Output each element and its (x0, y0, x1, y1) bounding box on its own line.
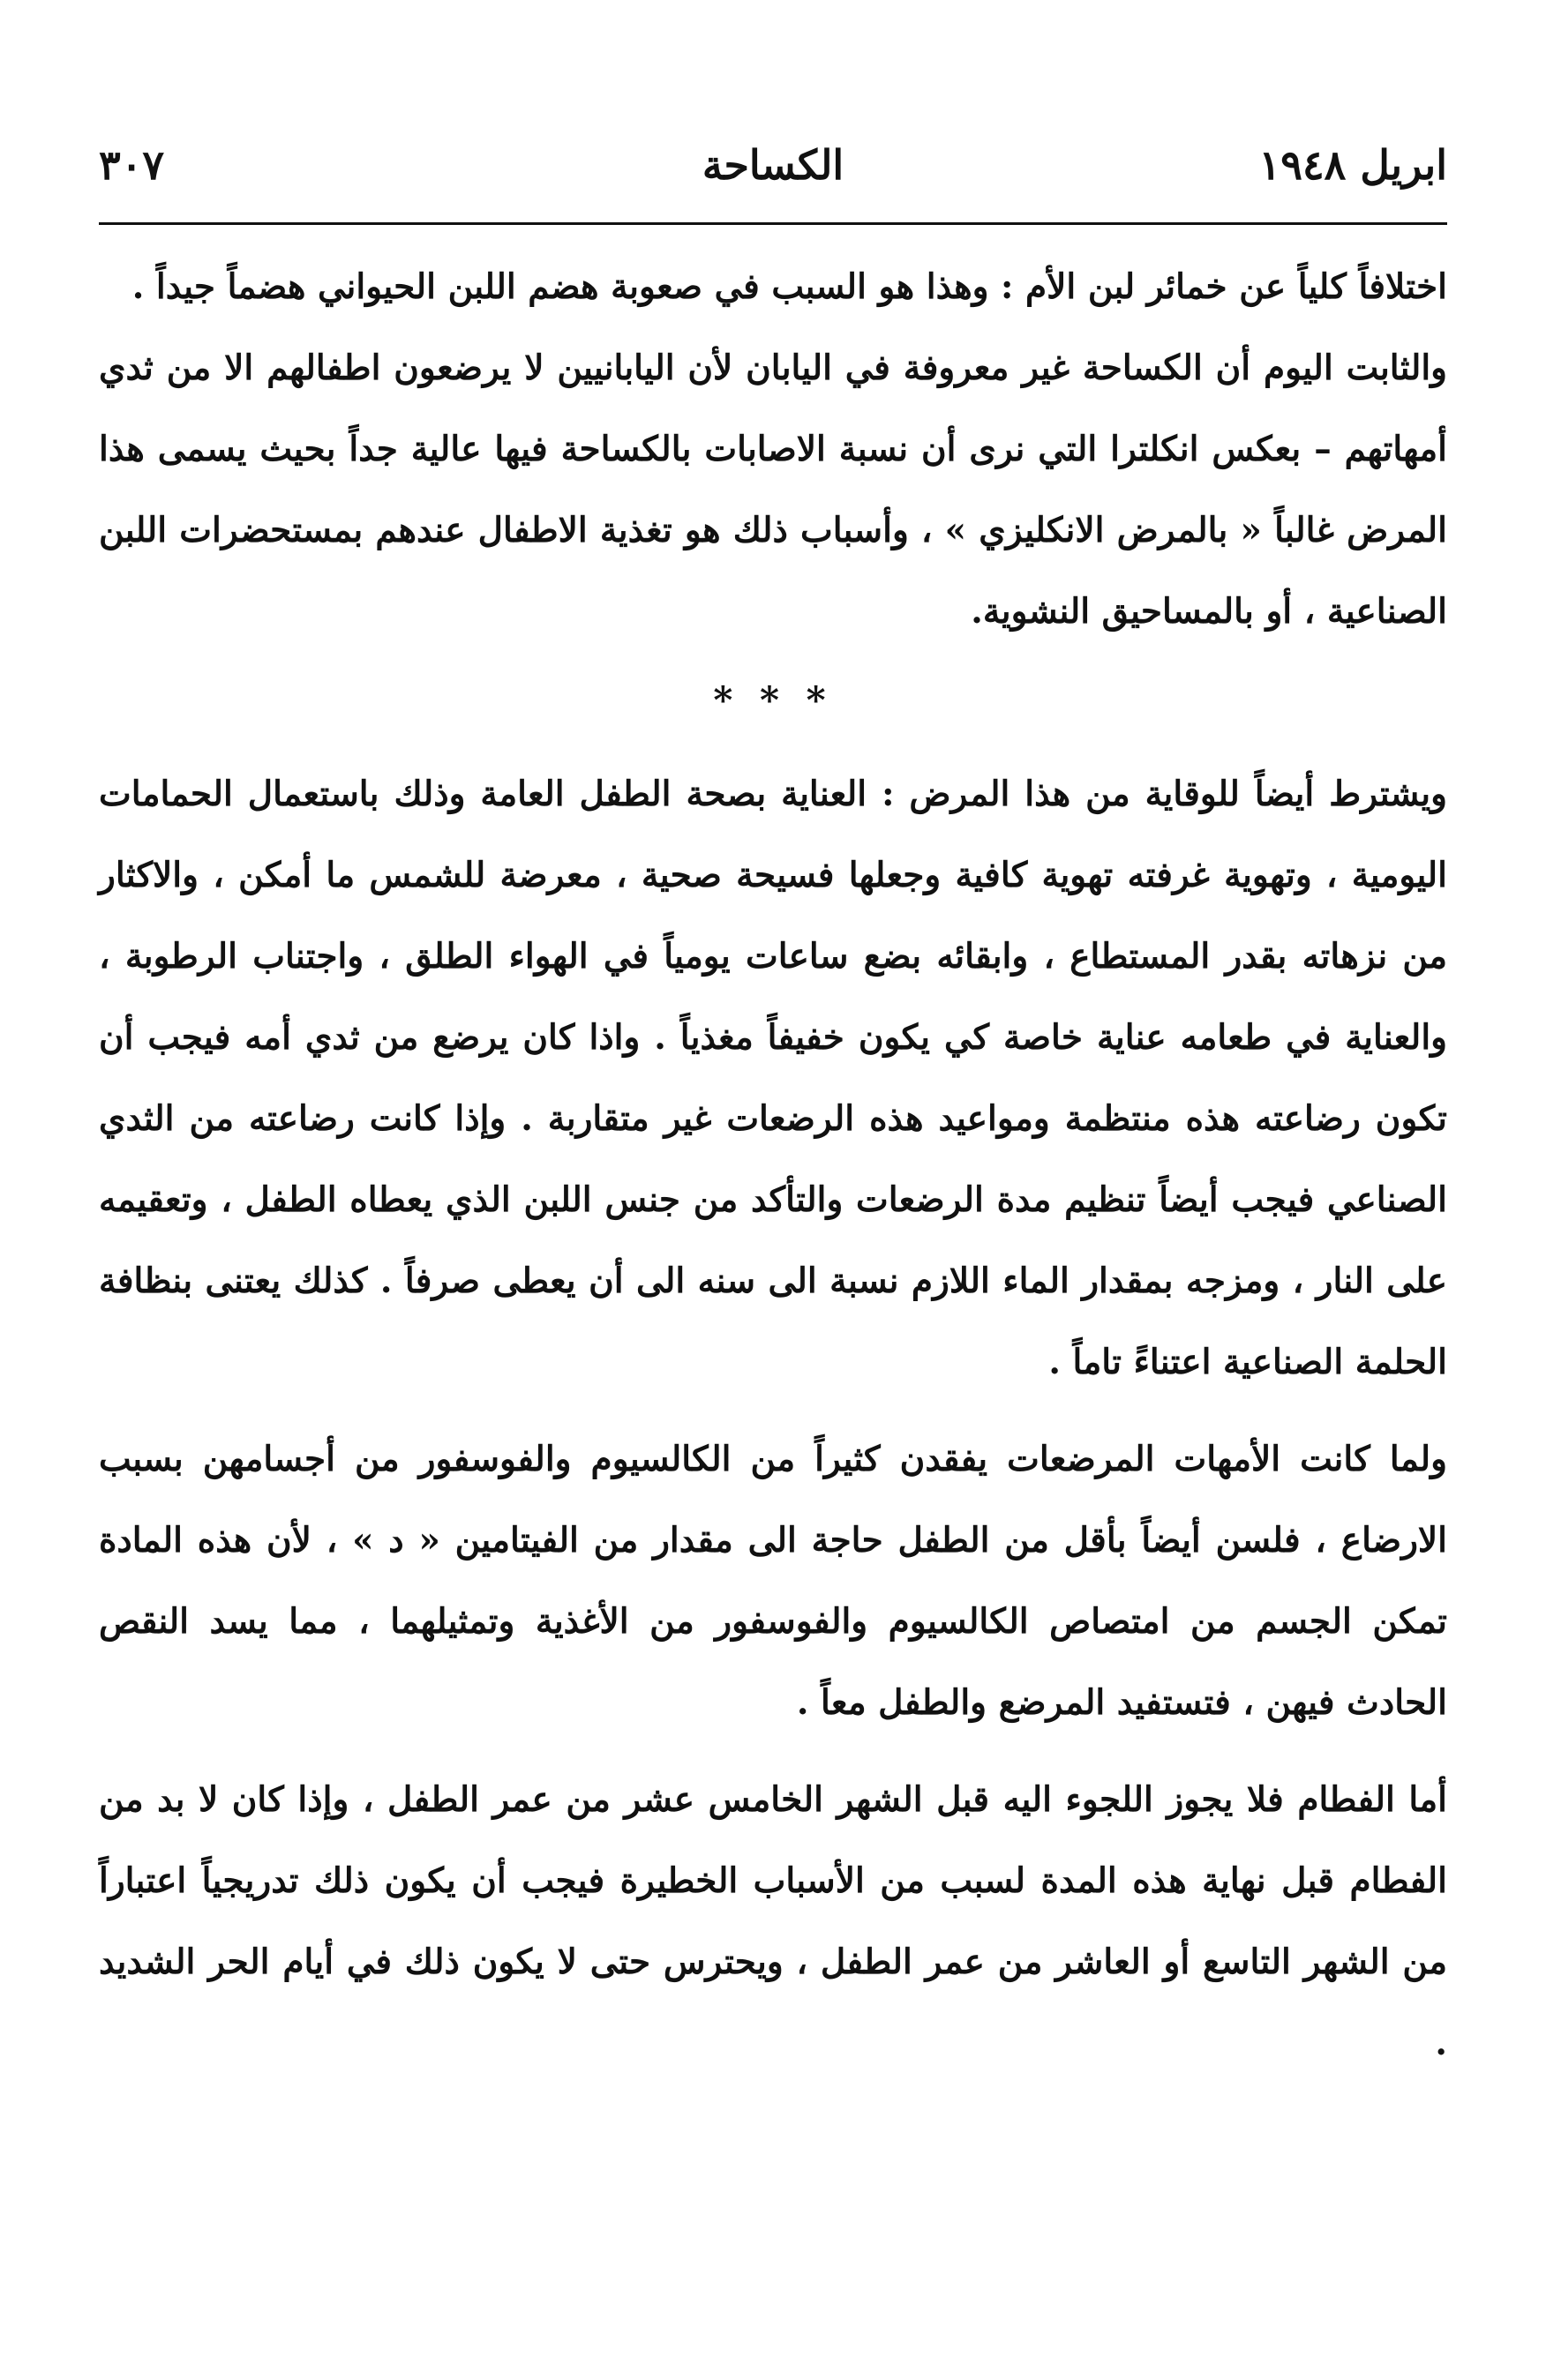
running-title: الكساحة (702, 141, 844, 189)
paragraph-2: والثابت اليوم أن الكساحة غير معروفة في اليابان لأن اليابانيين لا يرضعون اطفالهم الا من ثدي أمهاتهم – بعكس انكلترا التي نرى أن نسبة الاصابات بالكساحة فيها عالية جداً بحيث يسمى هذا المرض غالباً « بالمرض الانكليزي » ، وأسباب ذلك هو تغذية الاطفال عندهم بمستحضرات اللبن الصناعية ، أو بالمساحيق النشوية. (99, 348, 1447, 632)
paragraph-1: اختلافاً كلياً عن خمائر لبن الأم : وهذا هو السبب في صعوبة هضم اللبن الحيواني هضماً جيداً . (131, 266, 1447, 307)
page-number: ٣٠٧ (99, 141, 165, 189)
paragraph-4: ولما كانت الأمهات المرضعات يفقدن كثيراً من الكالسيوم والفوسفور من أجسامهن بسبب الارضاع ، فلسن أيضاً بأقل من الطفل حاجة الى مقدار من الفيتامين « د » ، لأن هذه المادة تمكن الجسم من امتصاص الكالسيوم والفوسفور من الأغذية وتمثيلهما ، مما يسد النقص الحادث فيهن ، فتستفيد المرضع والطفل معاً . (99, 1439, 1447, 1723)
paragraph-5: أما الفطام فلا يجوز اللجوء اليه قبل الشهر الخامس عشر من عمر الطفل ، وإذا كان لا بد من الفطام قبل نهاية هذه المدة لسبب من الأسباب الخطيرة فيجب أن يكون ذلك تدريجياً اعتباراً من الشهر التاسع أو العاشر من عمر الطفل ، ويحترس حتى لا يكون ذلك في أيام الحر الشديد . (99, 1779, 1447, 2063)
page-header (99, 141, 1447, 212)
issue-date: ابريل ١٩٤٨ (1258, 141, 1447, 189)
header-rule (99, 222, 1447, 225)
section-separator: * * * (713, 678, 833, 722)
paragraph-3: ويشترط أيضاً للوقاية من هذا المرض : العناية بصحة الطفل العامة وذلك باستعمال الحمامات اليومية ، وتهوية غرفته تهوية كافية وجعلها فسيحة صحية ، معرضة للشمس ما أمكن ، والاكثار من نزهاته بقدر المستطاع ، وابقائه بضع ساعات يومياً في الهواء الطلق ، واجتناب الرطوبة ، والعناية في طعامه عناية خاصة كي يكون خفيفاً مغذياً . واذا كان يرضع من ثدي أمه فيجب أن تكون رضاعته هذه منتظمة ومواعيد هذه الرضعات غير متقاربة . وإذا كانت رضاعته من الثدي الصناعي فيجب أيضاً تنظيم مدة الرضعات والتأكد من جنس اللبن الذي يعطاه الطفل ، وتعقيمه على النار ، ومزجه بمقدار الماء اللازم نسبة الى سنه الى أن يعطى صرفاً . كذلك يعتنى بنظافة الحلمة الصناعية اعتناءً تاماً . (99, 774, 1447, 1382)
